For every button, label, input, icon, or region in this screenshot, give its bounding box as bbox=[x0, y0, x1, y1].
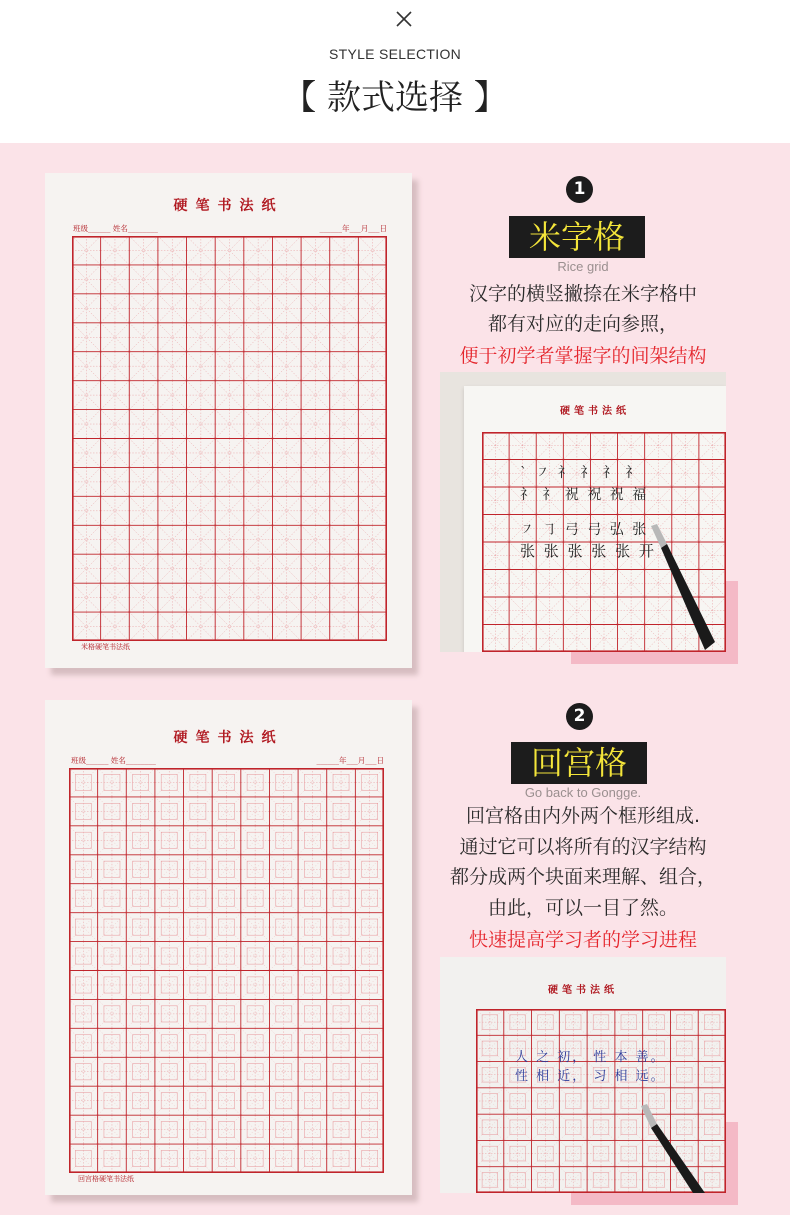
photo-handwriting-line: 人 之 初， 性 本 善。 bbox=[515, 1050, 666, 1065]
photo-handwriting-line: 性 相 近， 习 相 远。 bbox=[515, 1069, 666, 1084]
paper-title: 硬笔书法纸 bbox=[173, 198, 284, 214]
photo-paper-title: 硬笔书法纸 bbox=[548, 985, 618, 996]
header-subtitle: STYLE SELECTION bbox=[328, 46, 462, 62]
pen-icon bbox=[635, 1102, 725, 1193]
style-description-line: 汉字的横竖撇捺在米字格中 bbox=[468, 283, 697, 305]
rice-grid-paper bbox=[45, 173, 412, 668]
style-english-name: Go back to Gongge. bbox=[524, 785, 642, 800]
style-description-line: 回宫格由内外两个框形组成. bbox=[465, 805, 701, 827]
hui-grid bbox=[69, 768, 384, 1173]
photo-handwriting-line: 礻 礻 祝 祝 祝 福 bbox=[520, 487, 649, 503]
paper-meta-right: ______年___月___日 bbox=[319, 224, 387, 233]
style-name-badge: 米字格 bbox=[509, 216, 645, 258]
paper-meta-left: 班级______ 姓名________ bbox=[71, 756, 156, 765]
close-icon[interactable] bbox=[393, 8, 415, 30]
style-number-1: 1 bbox=[566, 176, 593, 203]
paper-meta-left: 班级______ 姓名________ bbox=[73, 224, 158, 233]
header-title: 【 款式选择 】 bbox=[282, 78, 508, 118]
paper-meta-right: ______年___月___日 bbox=[316, 756, 384, 765]
style-description-line: 都有对应的走向参照， bbox=[487, 313, 678, 335]
style-name-badge: 回宫格 bbox=[511, 742, 647, 784]
style-description-line: 由此，可以一目了然。 bbox=[487, 897, 678, 919]
style-number-2: 2 bbox=[566, 703, 593, 730]
paper-title: 硬笔书法纸 bbox=[173, 730, 284, 746]
style-english-name: Rice grid bbox=[557, 259, 609, 274]
style-highlight: 快速提高学习者的学习进程 bbox=[468, 929, 697, 951]
style-description-line: 都分成两个块面来理解、组合， bbox=[449, 866, 716, 888]
photo-handwriting-line: ` ㇇ 礻 礻 礻 礻 bbox=[520, 465, 642, 481]
style-description-line: 通过它可以将所有的汉字结构 bbox=[459, 836, 707, 858]
hui-grid-paper bbox=[45, 700, 412, 1195]
pen-icon bbox=[645, 522, 725, 652]
photo-paper-title: 硬笔书法纸 bbox=[560, 406, 630, 417]
photo-handwriting-line: ㇇ ㇆ 弓 弓 弘 张 bbox=[520, 522, 649, 538]
rice-grid-photo bbox=[440, 372, 726, 652]
rice-grid bbox=[72, 236, 387, 641]
header bbox=[0, 0, 790, 143]
hui-grid-photo bbox=[440, 957, 726, 1193]
style-highlight: 便于初学者掌握字的间架结构 bbox=[459, 345, 707, 367]
paper-footer: 米格硬笔书法纸 bbox=[81, 643, 130, 651]
photo-handwriting-line: 张 张 张 张 张 开 bbox=[520, 542, 656, 560]
paper-footer: 回宫格硬笔书法纸 bbox=[78, 1175, 134, 1183]
